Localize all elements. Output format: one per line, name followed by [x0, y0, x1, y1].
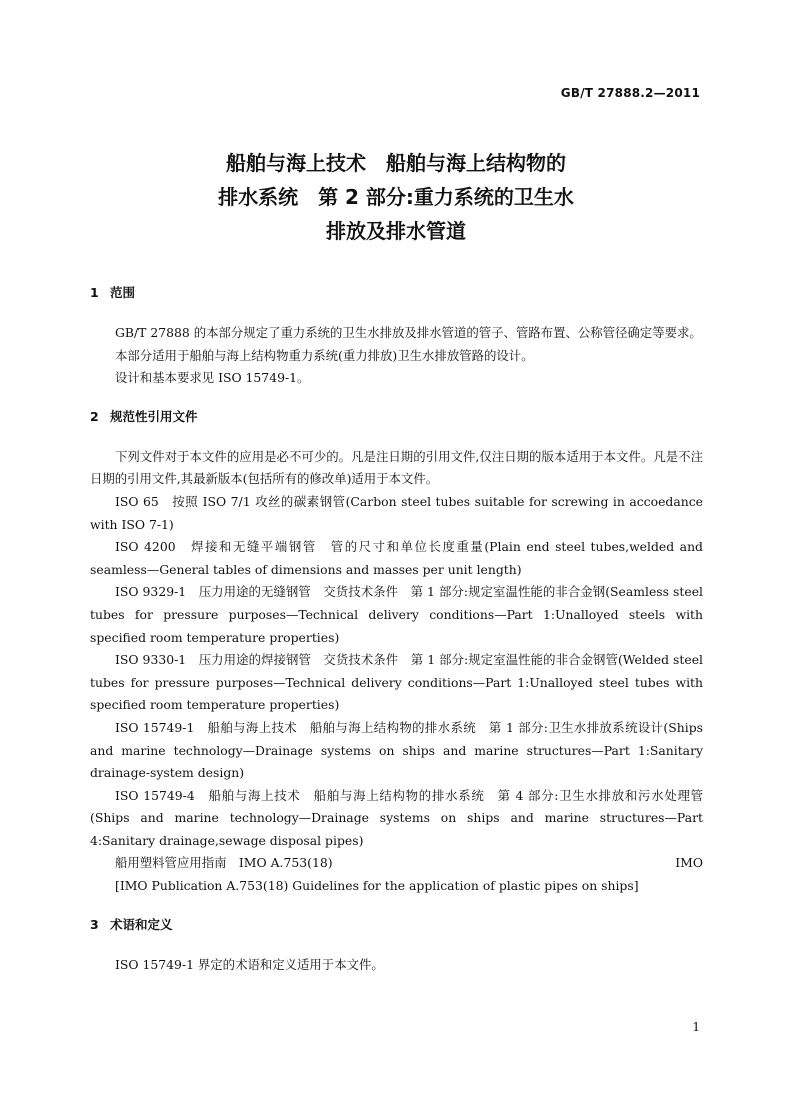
reference-item: ISO 15749-1 船舶与海上技术 船舶与海上结构物的排水系统 第 1 部分:卫生水排放系统设计(Ships and marine technology—Drainage systems on ships and marine structures—Part 1:Sanitary drainage-system design): [90, 719, 703, 781]
title-line-2: 排水系统 第 2 部分:重力系统的卫生水: [218, 185, 574, 209]
reference-item: ISO 65 按照 ISO 7/1 攻丝的碳素钢管(Carbon steel tubes suitable for screwing in accoedance with ISO 7-1): [90, 493, 703, 532]
imo-reference-title: 船用塑料管应用指南 IMO A.753(18): [115, 855, 333, 871]
section-title: 术语和定义: [110, 916, 173, 932]
document-body: [90, 282, 703, 976]
scope-paragraph: 设计和基本要求见 ISO 15749-1。: [115, 370, 310, 386]
reference-item-imo: [90, 852, 703, 875]
section-3-heading: [90, 914, 703, 936]
title-line-3: 排放及排水管道: [326, 219, 466, 243]
scope-paragraph: 本部分适用于船舶与海上结构物重力系统(重力排放)卫生水排放管路的设计。: [115, 347, 534, 363]
references-intro: 下列文件对于本文件的应用是必不可少的。凡是注日期的引用文件,仅注日期的版本适用于本文件。凡是不注日期的引用文件,其最新版本(包括所有的修改单)适用于本文件。: [90, 448, 703, 487]
document-title: [0, 146, 792, 248]
title-line-1: 船舶与海上技术 船舶与海上结构物的: [226, 151, 566, 175]
reference-item: ISO 9329-1 压力用途的无缝钢管 交货技术条件 第 1 部分:规定室温性能的非合金钢(Seamless steel tubes for pressure purposes—Technical delivery conditions—Part 1:Unalloyed steels with specified room temperature properties): [90, 584, 703, 645]
section-title: 范围: [110, 285, 136, 300]
section-number: 2: [90, 408, 99, 424]
reference-item: ISO 4200 焊接和无缝平端钢管 管的尺寸和单位长度重量(Plain end steel tubes,welded and seamless—General tables of dimensions and masses per unit length): [90, 539, 703, 577]
page-number: 1: [692, 1020, 700, 1034]
imo-reference-english: [IMO Publication A.753(18) Guidelines for the application of plastic pipes on ships]: [115, 878, 639, 894]
section-2-heading: [90, 406, 703, 428]
standard-number: GB/T 27888.2—2011: [560, 86, 700, 100]
imo-reference-source: IMO: [675, 855, 703, 871]
section-title: 规范性引用文件: [110, 408, 198, 424]
section-1-heading: [90, 282, 703, 304]
section-number: 1: [90, 285, 99, 300]
reference-item: ISO 15749-4 船舶与海上技术 船舶与海上结构物的排水系统 第 4 部分:卫生水排放和污水处理管(Ships and marine technology—Drainage systems on ships and marine structures—Part 4:Sanitary drainage,sewage disposal pipes): [90, 787, 703, 848]
terms-paragraph: ISO 15749-1 界定的术语和定义适用于本文件。: [115, 956, 384, 972]
scope-paragraph: GB/T 27888 的本部分规定了重力系统的卫生水排放及排水管道的管子、管路布置、公称管径确定等要求。: [115, 325, 702, 340]
reference-item: ISO 9330-1 压力用途的焊接钢管 交货技术条件 第 1 部分:规定室温性能的非合金钢管(Welded steel tubes for pressure purposes—Technical delivery conditions—Part 1:Unalloyed steel tubes with specified room temperature properties): [90, 652, 703, 713]
section-number: 3: [90, 916, 99, 932]
